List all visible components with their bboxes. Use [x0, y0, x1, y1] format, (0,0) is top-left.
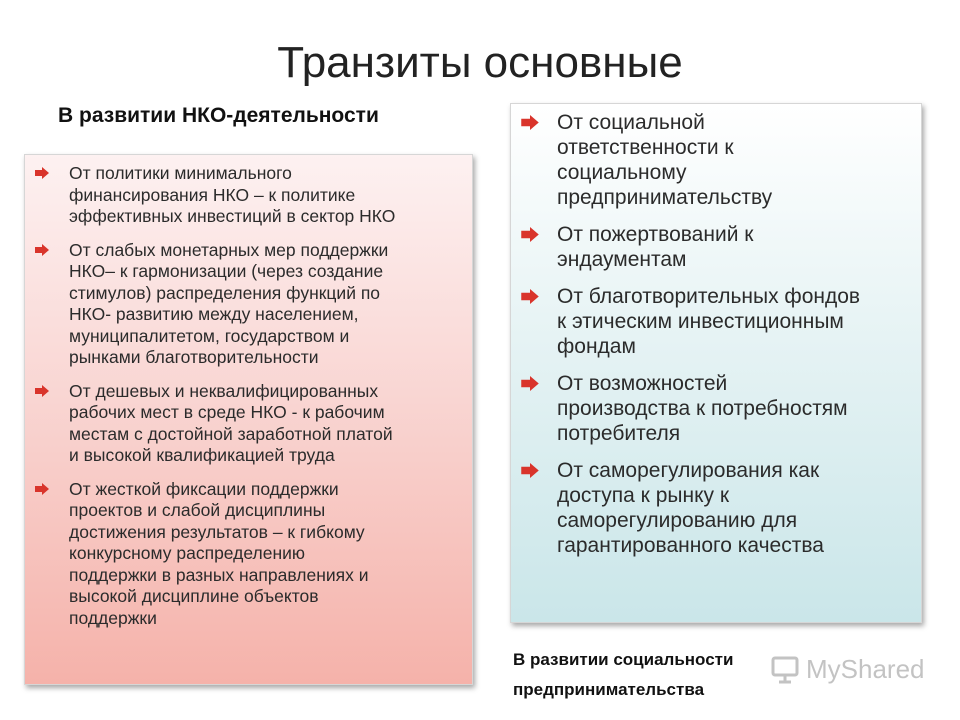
list-item: [35, 381, 462, 467]
arrow-bullet-icon: [35, 483, 49, 495]
arrow-bullet-icon: [35, 167, 49, 179]
list-item-text: От возможностей производства к потребностям потребителя: [557, 372, 848, 445]
list-item-text: От жесткой фиксации поддержки проектов и слабой дисциплины достижения результатов – к гибкому конкурсному распределению поддержки в разных направлениях и высокой дисциплине объектов поддержки: [69, 478, 369, 628]
list-item-text: От социальной ответственности к социальному предпринимательству: [557, 111, 773, 209]
arrow-bullet-icon: [35, 385, 49, 397]
arrow-bullet-icon: [35, 244, 49, 256]
presentation-board-icon: [770, 656, 800, 684]
list-item: [521, 458, 913, 558]
arrow-bullet-icon: [521, 227, 539, 242]
arrow-bullet-icon: [521, 463, 539, 478]
list-item-text: От пожертвований к эндаументам: [557, 223, 754, 271]
list-item: [35, 163, 462, 228]
left-transit-list: [25, 155, 472, 629]
list-item-text: От благотворительных фондов к этическим инвестиционным фондам: [557, 285, 861, 358]
left-column-heading: В развитии НКО-деятельности: [58, 104, 379, 127]
right-transit-box: [510, 103, 922, 623]
left-transit-box: [24, 154, 473, 685]
arrow-bullet-icon: [521, 289, 539, 304]
list-item: [521, 371, 913, 446]
list-item-text: От дешевых и неквалифицированных рабочих мест в среде НКО - к рабочим местам с достойной заработной платой и высокой квалификацией труда: [69, 380, 393, 465]
arrow-bullet-icon: [521, 376, 539, 391]
list-item-text: От слабых монетарных мер поддержки НКО– к гармонизации (через создание стимулов) распределения функций по НКО- развитию между населением, муниципалитетом, государством и рынками благотворительности: [69, 239, 389, 367]
list-item: [521, 284, 913, 359]
list-item-text: От саморегулирования как доступа к рынку к саморегулированию для гарантированного качества: [557, 459, 824, 557]
watermark-text: MyShared: [806, 654, 925, 684]
slide-title: Транзиты основные: [277, 38, 683, 87]
right-column-caption: В развитии социальности предпринимательства: [513, 650, 734, 699]
watermark-logo: [770, 654, 925, 685]
arrow-bullet-icon: [521, 115, 539, 130]
list-item: [521, 110, 913, 210]
list-item: [521, 222, 913, 272]
list-item-text: От политики минимального финансирования НКО – к политике эффективных инвестиций в сектор НКО: [69, 163, 396, 226]
list-item: [35, 479, 462, 630]
right-transit-list: [511, 104, 921, 558]
list-item: [35, 240, 462, 369]
